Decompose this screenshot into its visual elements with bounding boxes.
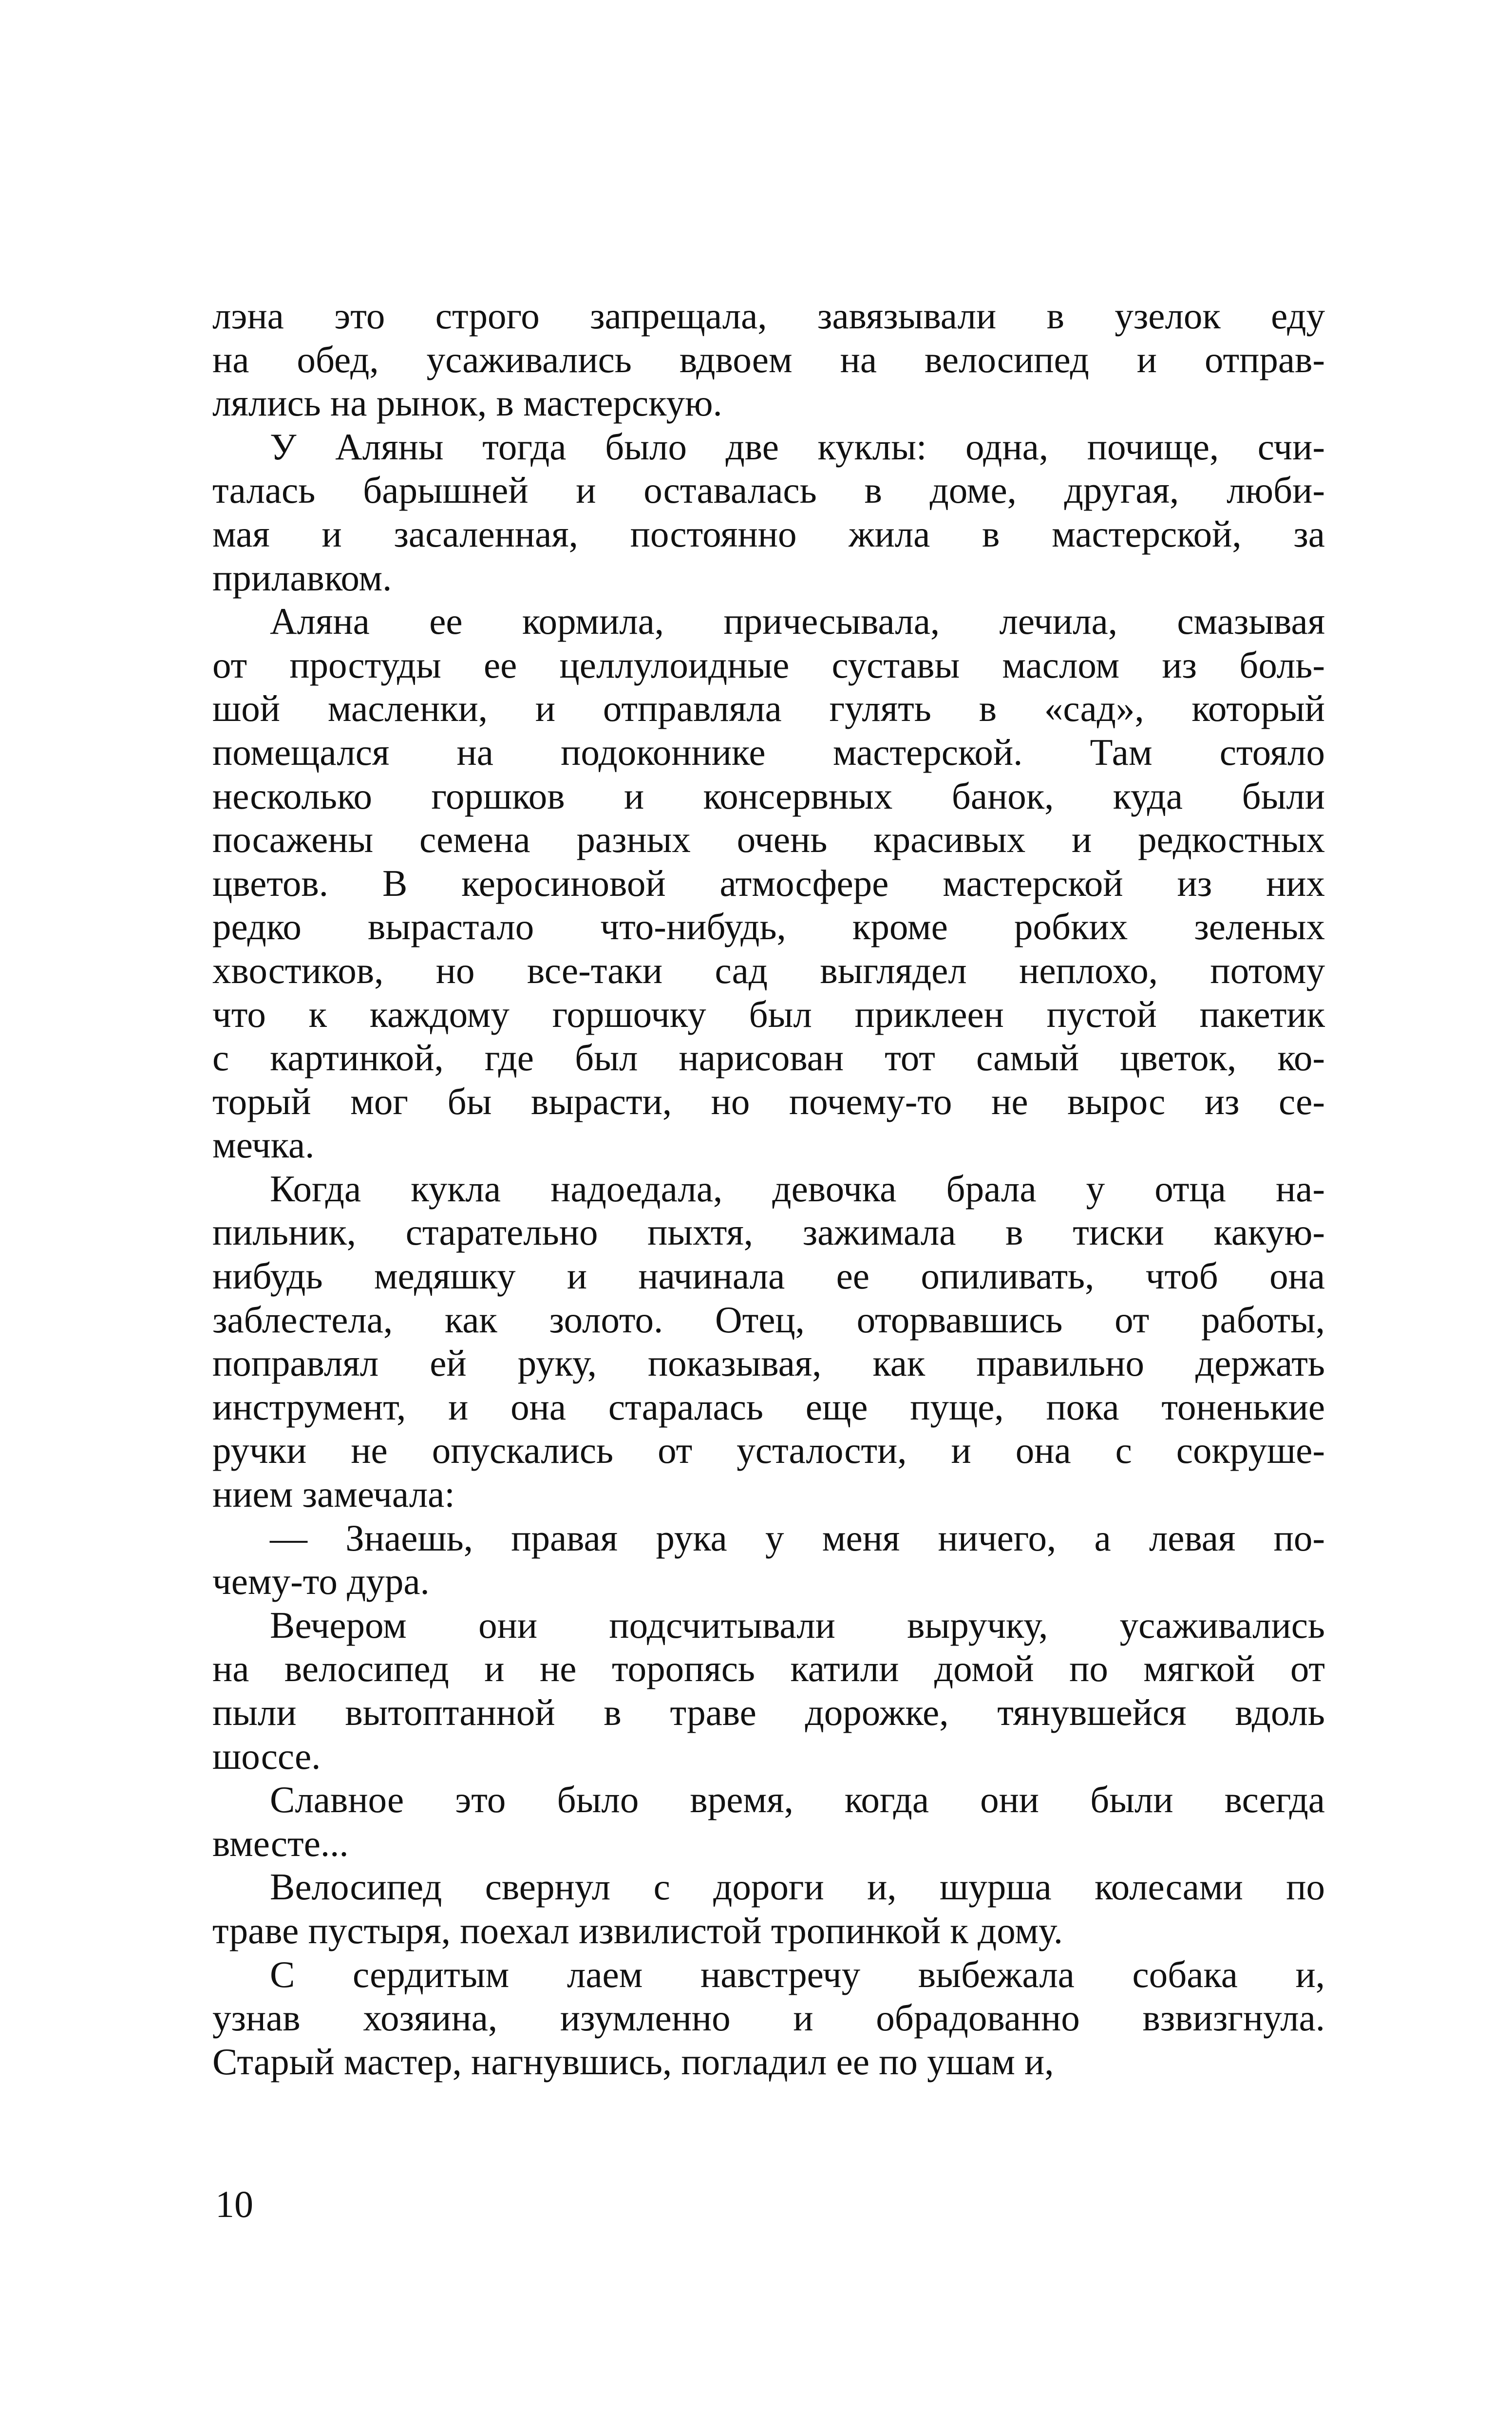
text-line: С сердитым лаем навстречу выбежала собака и, [270,1953,1325,1995]
paragraph [212,1604,1325,1778]
text-line: прилавком. [212,556,392,599]
text-line: чему-то дура. [212,1560,430,1603]
text-line: вместе... [212,1822,349,1864]
paragraph [212,1778,1325,1865]
text-line: У Аляны тогда было две куклы: одна, почище, счи- [270,425,1325,468]
text-line: Аляна ее кормила, причесывала, лечила, смазывая [270,600,1325,643]
text-line: Когда кукла надоедала, девочка брала у отца на- [270,1167,1325,1210]
text-line: поправлял ей руку, показывая, как правильно держать [212,1342,1325,1384]
text-line: на велосипед и не торопясь катили домой по мягкой от [212,1648,1325,1690]
text-line: несколько горшков и консервных банок, куда были [212,775,1325,817]
text-line: цветов. В керосиновой атмосфере мастерской из них [212,862,1325,904]
text-line: с картинкой, где был нарисован тот самый цветок, ко- [212,1037,1325,1079]
text-line: шоссе. [212,1735,321,1777]
paragraph [212,1953,1325,2084]
text-line: заблестела, как золото. Отец, оторвавшись от работы, [212,1298,1325,1341]
page-number: 10 [215,2183,253,2225]
text-line: — Знаешь, правая рука у меня ничего, а левая по- [270,1516,1325,1559]
text-line: лэна это строго запрещала, завязывали в узелок еду [212,295,1325,337]
text-line: помещался на подоконнике мастерской. Там стояло [212,731,1325,773]
paragraph [212,294,1325,425]
paragraph [212,1516,1325,1604]
text-line: пильник, старательно пыхтя, зажимала в тиски какую- [212,1211,1325,1253]
paragraph [212,425,1325,600]
text-line: талась барышней и оставалась в доме, другая, люби- [212,469,1325,511]
text-line: Велосипед свернул с дороги и, шурша колесами по [270,1866,1325,1908]
text-line: посажены семена разных очень красивых и редкостных [212,818,1325,861]
text-line: мечка. [212,1124,315,1166]
text-line: Старый мастер, нагнувшись, погладил ее по ушам и, [212,2040,1054,2083]
body-text [212,294,1325,2083]
paragraph [212,600,1325,1167]
text-line: Вечером они подсчитывали выручку, усаживались [270,1604,1325,1646]
text-line: редко вырастало что-нибудь, кроме робких зеленых [212,906,1325,948]
text-line: инструмент, и она старалась еще пуще, пока тоненькие [212,1385,1325,1428]
text-line: траве пустыря, поехал извилистой тропинкой к дому. [212,1909,1063,1951]
text-line: пыли вытоптанной в траве дорожке, тянувшейся вдоль [212,1691,1325,1733]
text-line: торый мог бы вырасти, но почему-то не вырос из се- [212,1080,1325,1122]
text-line: на обед, усаживались вдвоем на велосипед и отправ- [212,338,1325,380]
text-line: узнав хозяина, изумленно и обрадованно взвизгнула. [212,1997,1325,2039]
paragraph [212,1865,1325,1952]
text-line: от простуды ее целлулоидные суставы маслом из боль- [212,644,1325,686]
text-line: хвостиков, но все-таки сад выглядел неплохо, потому [212,949,1325,991]
text-line: мая и засаленная, постоянно жила в мастерской, за [212,512,1325,555]
text-line: Славное это было время, когда они были всегда [270,1779,1325,1821]
text-line: нибудь медяшку и начинала ее опиливать, чтоб она [212,1255,1325,1297]
text-line: что к каждому горшочку был приклеен пустой пакетик [212,993,1325,1035]
text-line: ручки не опускались от усталости, и она с сокруше- [212,1429,1325,1472]
text-line: лялись на рынок, в мастерскую. [212,382,722,424]
text-line: нием замечала: [212,1473,455,1515]
text-line: шой масленки, и отправляла гулять в «сад», который [212,687,1325,730]
paragraph [212,1167,1325,1516]
